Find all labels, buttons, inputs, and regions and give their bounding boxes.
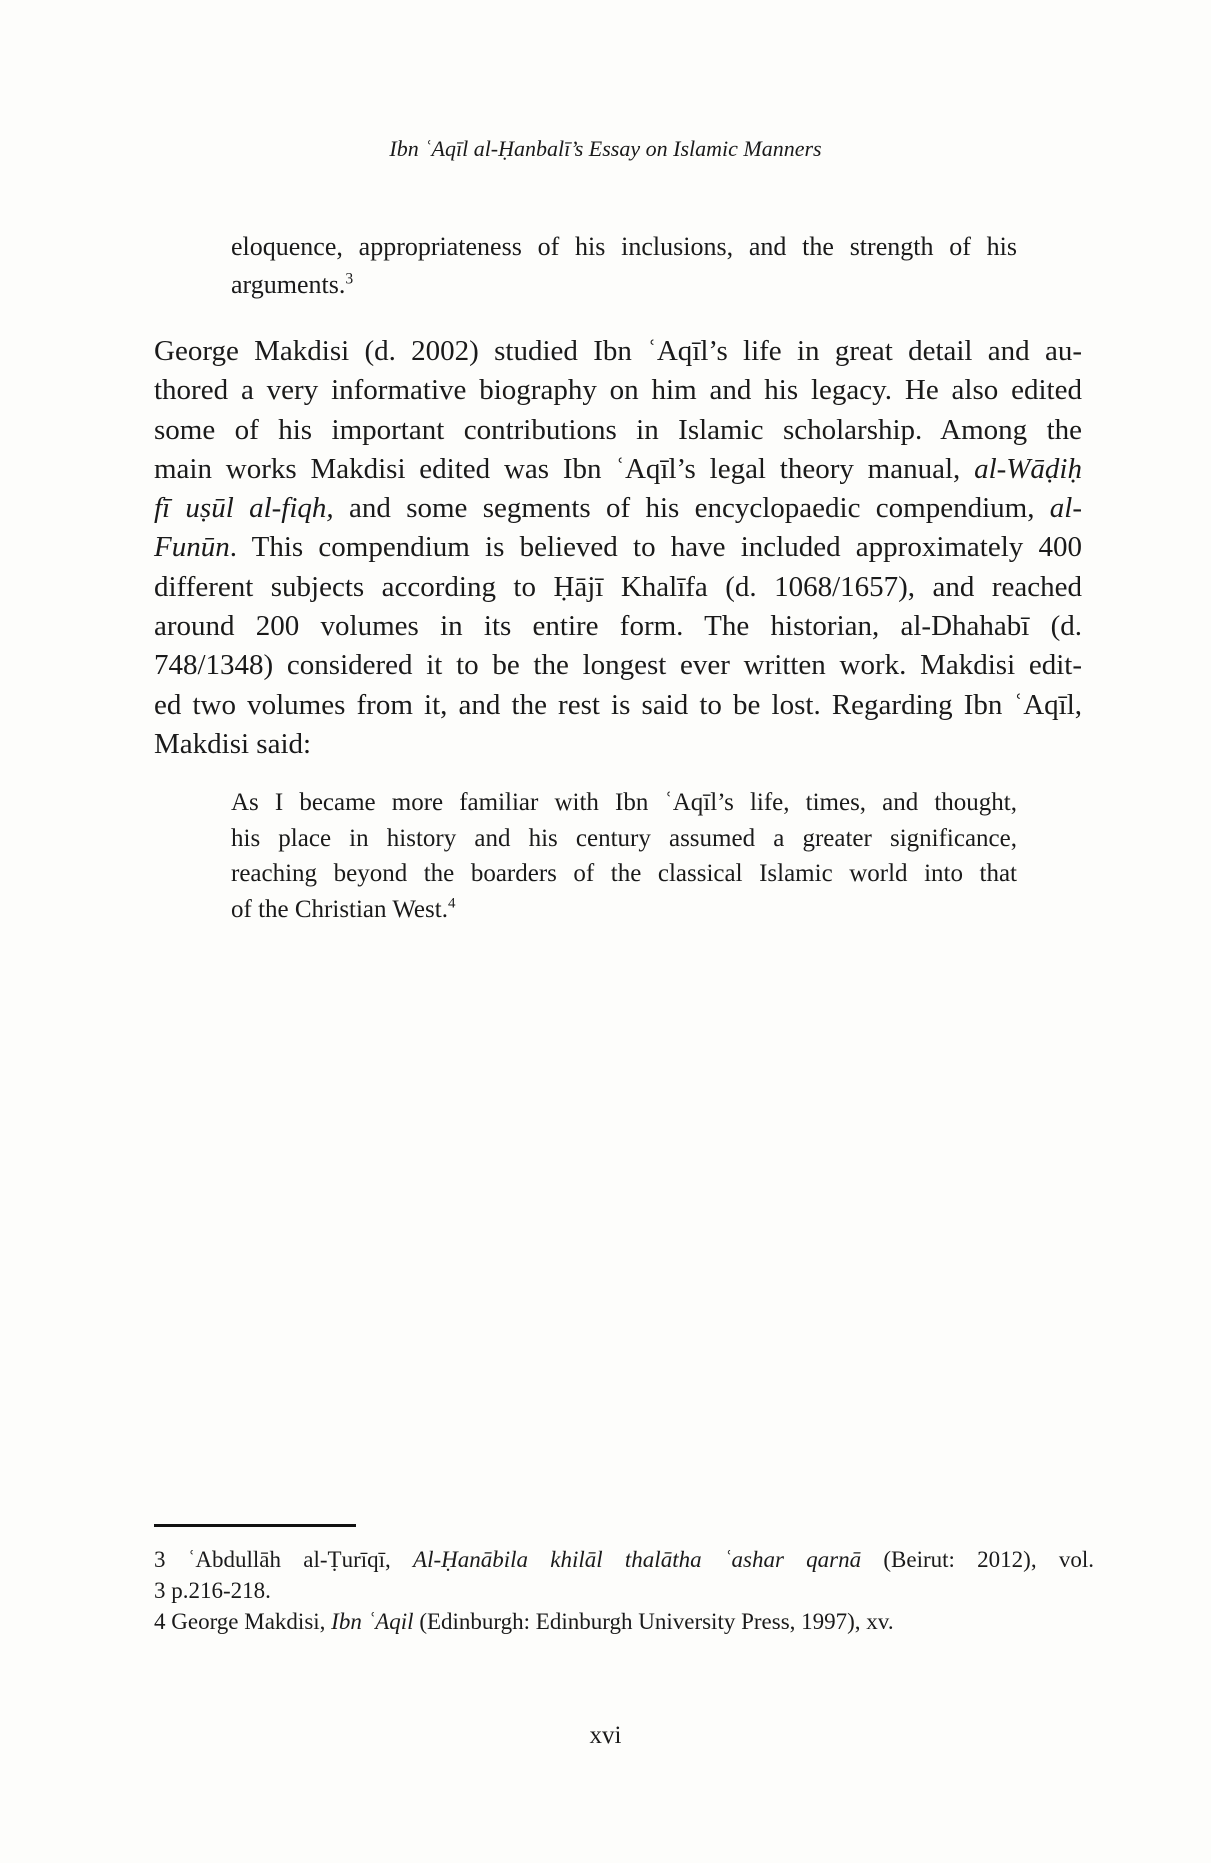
text-line: [154, 646, 1082, 685]
text-segment: . This compendium is believed to have included approximately 400: [229, 531, 1082, 564]
text-segment: of the Christian West.: [231, 895, 448, 923]
text-segment: 4 George Makdisi,: [154, 1609, 332, 1634]
text-line: [231, 228, 1017, 266]
text-line: [231, 821, 1017, 857]
text-segment: (Beirut: 2012), vol.: [861, 1547, 1094, 1572]
text-line: [154, 1606, 1094, 1637]
text-line: [154, 686, 1082, 725]
text-segment: main works Makdisi edited was Ibn ʿAqīl’s legal theory manual,: [154, 452, 975, 485]
footnote-rule: [154, 1524, 356, 1527]
text-line: [154, 528, 1082, 567]
text-line: [154, 568, 1082, 607]
text-line: [231, 856, 1017, 892]
text-segment: and some segments of his encyclopaedic compendium,: [333, 492, 1050, 525]
block-quote: [231, 785, 1017, 927]
text-line: [154, 1575, 1094, 1606]
text-line: [231, 785, 1017, 821]
text-segment: 748/1348) considered it to be the longest ever written work. Makdisi edit-: [154, 649, 1082, 682]
text-segment: Al-Ḥanābila khilāl thalātha ʿashar qarnā: [413, 1547, 862, 1572]
text-segment: reaching beyond the boarders of the classical Islamic world into that: [231, 860, 1017, 887]
text-segment: 3 ʿAbdullāh al-Ṭurīqī,: [154, 1547, 414, 1572]
text-segment: Ibn ʿAqil: [331, 1609, 414, 1634]
footnotes: [154, 1544, 1094, 1637]
text-line: [154, 332, 1082, 371]
text-line: [154, 411, 1082, 450]
text-segment: thored a very informative biography on him and his legacy. He also edited: [154, 374, 1082, 407]
page-number: xvi: [589, 1722, 622, 1749]
text-line: [231, 266, 1017, 304]
text-line: [154, 1544, 1094, 1575]
body-paragraph: [154, 332, 1082, 764]
text-line: [154, 607, 1082, 646]
text-segment: around 200 volumes in its entire form. The historian, al-Dhahabī (d.: [154, 610, 1082, 643]
running-header: Ibn ʿAqīl al-Ḥanbalī’s Essay on Islamic Manners: [389, 136, 822, 161]
text-segment: al-: [1049, 492, 1082, 525]
text-segment: (Edinburgh: Edinburgh University Press, 1997), xv.: [413, 1609, 894, 1634]
text-line: [154, 450, 1082, 489]
text-segment: As I became more familiar with Ibn ʿAqīl’s life, times, and thought,: [231, 789, 1017, 816]
quote-continuation: [231, 228, 1017, 304]
text-segment: ed two volumes from it, and the rest is said to be lost. Regarding Ibn ʿAqīl,: [154, 688, 1082, 721]
text-line: [154, 371, 1082, 410]
footnote-ref: 3: [345, 270, 354, 288]
text-line: [231, 892, 1017, 928]
text-segment: Funūn: [154, 531, 230, 564]
text-segment: different subjects according to Ḥājī Khalīfa (d. 1068/1657), and reached: [154, 570, 1082, 603]
text-segment: 3 p.216-218.: [154, 1578, 271, 1603]
text-line: [154, 725, 1082, 764]
text-segment: arguments.: [231, 270, 346, 299]
text-segment: al-Wāḍiḥ: [974, 452, 1082, 485]
text-segment: fī uṣūl al-fiqh,: [154, 492, 334, 525]
text-segment: George Makdisi (d. 2002) studied Ibn ʿAqīl’s life in great detail and au-: [154, 335, 1082, 367]
footnote-ref: 4: [447, 895, 456, 912]
text-segment: his place in history and his century assumed a greater significance,: [231, 824, 1017, 852]
text-segment: Makdisi said:: [154, 727, 312, 760]
text-segment: some of his important contributions in Islamic scholarship. Among the: [154, 413, 1082, 446]
text-line: [154, 489, 1082, 528]
text-segment: eloquence, appropriateness of his inclusions, and the strength of his: [231, 232, 1017, 261]
